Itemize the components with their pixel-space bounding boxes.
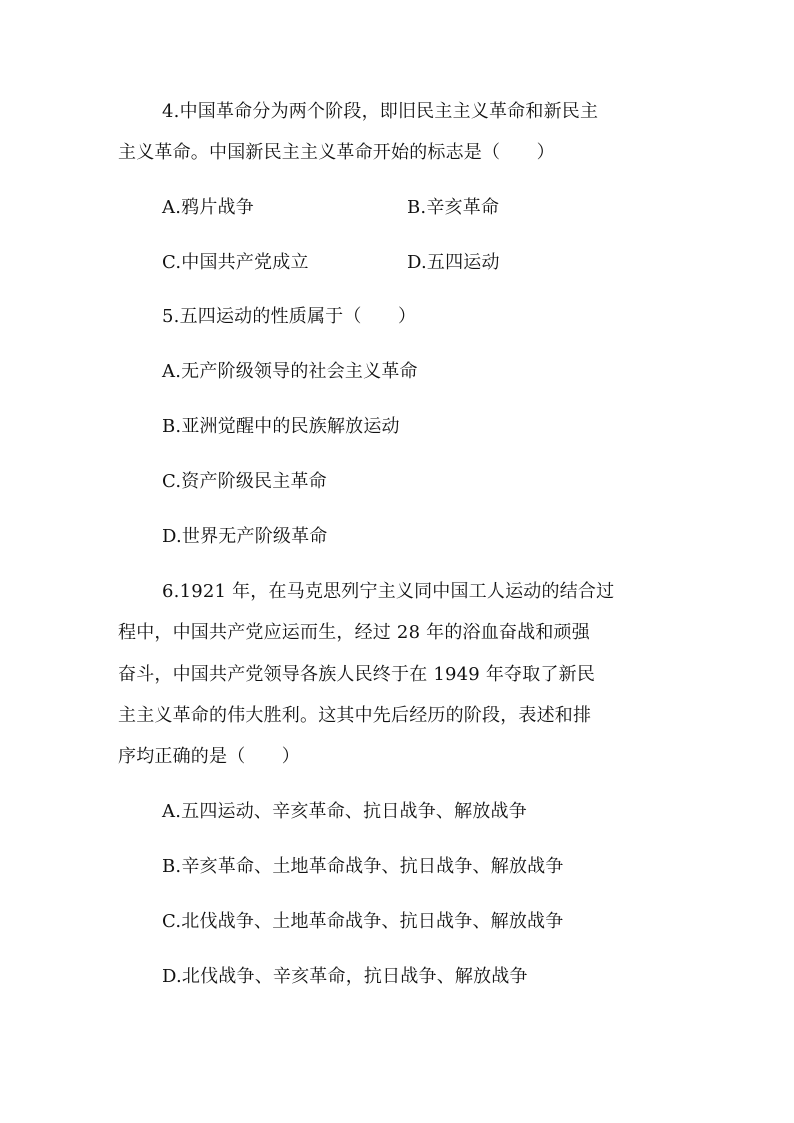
- question-4-option-b: B.辛亥革命: [407, 197, 500, 218]
- question-4-option-c: C.中国共产党成立: [162, 252, 309, 273]
- question-6-line-1: 6.1921 年，在马克思列宁主义同中国工人运动的结合过: [162, 581, 615, 602]
- question-6-line-2: 程中，中国共产党应运而生，经过 28 年的浴血奋战和顽强: [118, 622, 590, 643]
- question-6-line-5: 序均正确的是（ ）: [118, 746, 300, 767]
- question-6-option-a: A.五四运动、辛亥革命、抗日战争、解放战争: [162, 801, 527, 822]
- question-4-option-a: A.鸦片战争: [162, 197, 254, 218]
- question-5-option-c: C.资产阶级民主革命: [162, 471, 327, 492]
- question-6-option-b: B.辛亥革命、土地革命战争、抗日战争、解放战争: [162, 856, 564, 877]
- question-4-line-2: 主义革命。中国新民主主义革命开始的标志是（ ）: [118, 142, 555, 163]
- question-5-option-d: D.世界无产阶级革命: [162, 526, 328, 547]
- question-6-option-c: C.北伐战争、土地革命战争、抗日战争、解放战争: [162, 911, 564, 932]
- question-6-line-4: 主主义革命的伟大胜利。这其中先后经历的阶段，表述和排: [118, 705, 592, 726]
- question-5-option-b: B.亚洲觉醒中的民族解放运动: [162, 416, 400, 437]
- question-6-option-d: D.北伐战争、辛亥革命，抗日战争、解放战争: [162, 966, 528, 987]
- question-4-option-d: D.五四运动: [407, 252, 500, 273]
- question-5-option-a: A.无产阶级领导的社会主义革命: [162, 361, 418, 382]
- question-6-line-3: 奋斗，中国共产党领导各族人民终于在 1949 年夺取了新民: [118, 664, 596, 685]
- question-5-line-1: 5.五四运动的性质属于（ ）: [162, 306, 417, 327]
- question-4-line-1: 4.中国革命分为两个阶段，即旧民主主义革命和新民主: [162, 101, 599, 122]
